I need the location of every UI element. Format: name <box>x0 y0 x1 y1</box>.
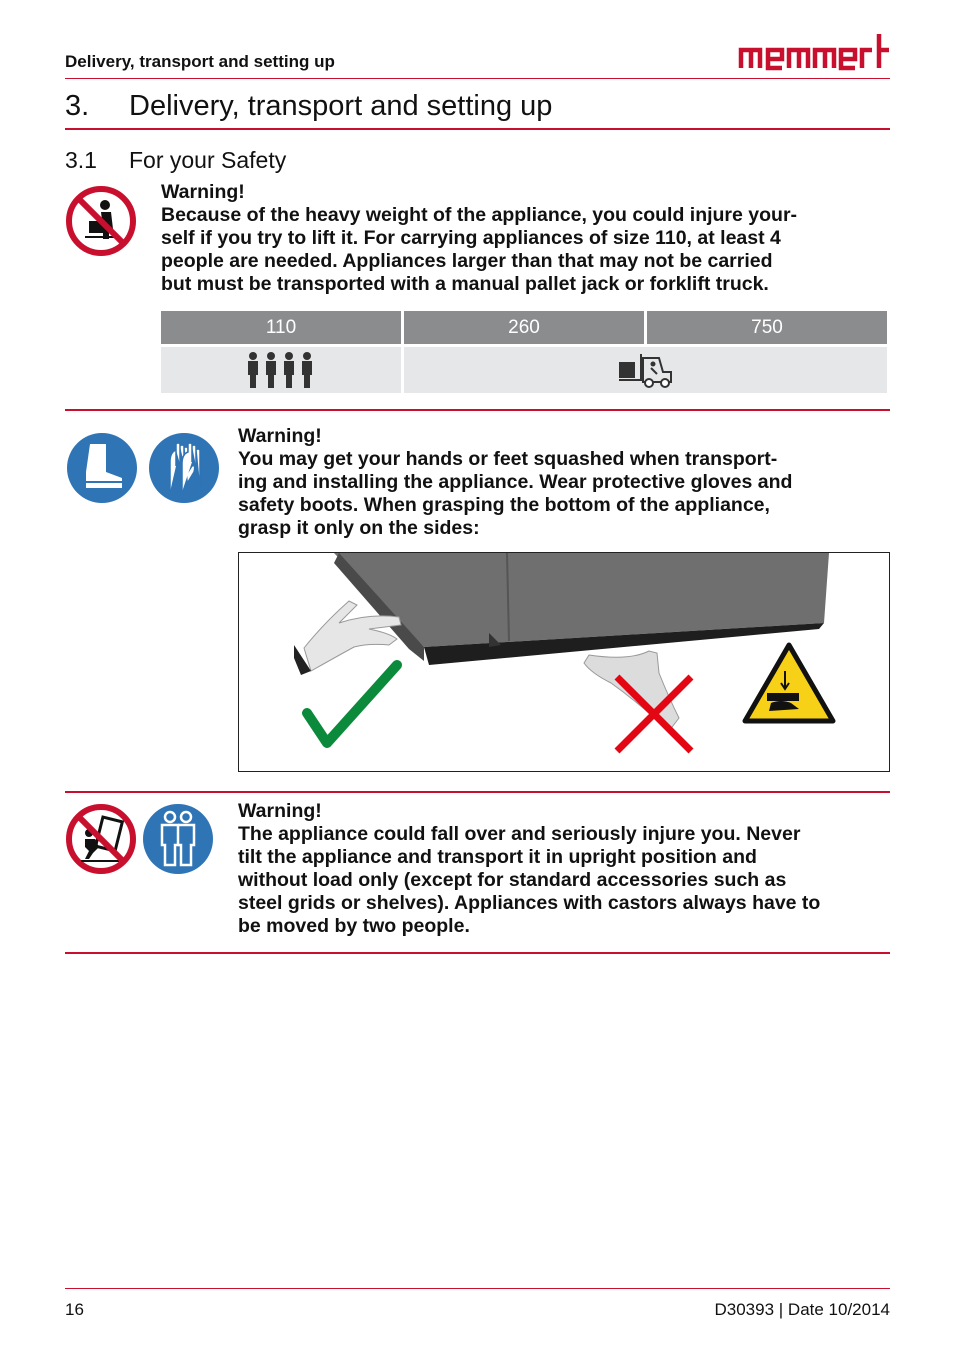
section-title: For your Safety <box>129 147 287 173</box>
four-people-icon <box>161 347 401 393</box>
warning-line: steel grids or shelves). Appliances with castors always have to <box>238 892 821 914</box>
warning-line: ing and installing the appliance. Wear protective gloves and <box>238 471 793 493</box>
warning-line: Because of the heavy weight of the appliance, you could injure your- <box>161 204 798 226</box>
chapter-heading <box>65 90 552 123</box>
no-tilting-icon <box>65 803 137 880</box>
warning-label: Warning! <box>161 181 245 203</box>
size-260-header: 260 <box>404 311 644 344</box>
no-lifting-icon <box>65 185 137 262</box>
warning-label: Warning! <box>238 800 322 822</box>
size-110-header: 110 <box>161 311 401 344</box>
warning-block-1 <box>161 181 797 296</box>
document-info: D30393 | Date 10/2014 <box>714 1300 890 1319</box>
page-number: 16 <box>65 1300 84 1319</box>
warning-label: Warning! <box>238 425 322 447</box>
size-table-header <box>161 311 887 344</box>
running-title: Delivery, transport and setting up <box>65 52 335 71</box>
chapter-title: Delivery, transport and setting up <box>129 90 553 122</box>
warning-block-3 <box>238 800 820 938</box>
warning-line: without load only (except for standard accessories such as <box>238 869 787 891</box>
warning-line: be moved by two people. <box>238 915 470 937</box>
size-table <box>161 311 887 393</box>
header-rule <box>65 78 890 79</box>
protective-gloves-icon <box>148 432 220 509</box>
warning-line: grasp it only on the sides: <box>238 517 480 539</box>
memmert-logo <box>738 30 890 77</box>
separator-rule-1 <box>65 409 890 411</box>
warning-block-2 <box>238 425 792 540</box>
separator-rule-3 <box>65 952 890 954</box>
two-people-icon <box>142 803 214 880</box>
warning-line: self if you try to lift it. For carrying appliances of size 110, at least 4 <box>161 227 781 249</box>
size-750-header: 750 <box>647 311 887 344</box>
size-table-row <box>161 347 887 393</box>
safety-boot-icon <box>66 432 138 509</box>
footer-rule <box>65 1288 890 1289</box>
warning-line: You may get your hands or feet squashed when transport- <box>238 448 778 470</box>
warning-line: safety boots. When grasping the bottom of the appliance, <box>238 494 770 516</box>
section-number: 3.1 <box>65 147 97 173</box>
warning-line: but must be transported with a manual pallet jack or forklift truck. <box>161 273 769 295</box>
separator-rule-2 <box>65 791 890 793</box>
section-heading <box>65 147 286 174</box>
warning-line: people are needed. Appliances larger than that may not be carried <box>161 250 773 272</box>
grasp-sides-illustration <box>238 552 890 772</box>
warning-line: The appliance could fall over and seriously injure you. Never <box>238 823 801 845</box>
chapter-number: 3. <box>65 90 90 122</box>
warning-line: tilt the appliance and transport it in upright position and <box>238 846 757 868</box>
chapter-rule <box>65 128 890 130</box>
forklift-icon <box>404 347 887 393</box>
